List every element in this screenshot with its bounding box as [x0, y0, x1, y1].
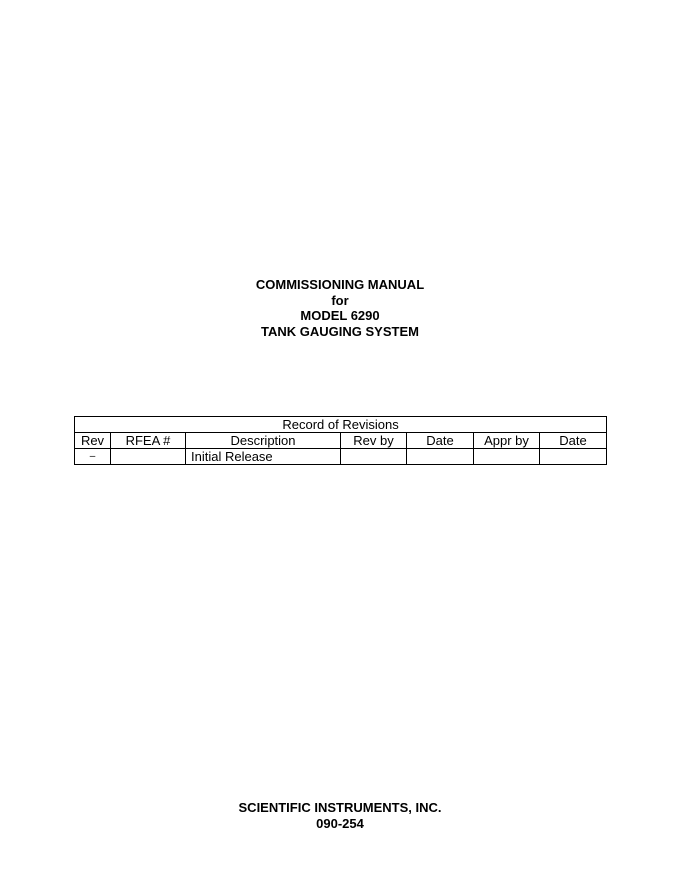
revisions-table [74, 416, 607, 465]
column-header-appr-date: Date [540, 433, 607, 449]
title-line-system: TANK GAUGING SYSTEM [261, 323, 419, 339]
company-name: SCIENTIFIC INSTRUMENTS, INC. [238, 800, 442, 815]
cell-rfea [111, 449, 186, 465]
cell-appr-date [540, 449, 607, 465]
cell-date [407, 449, 474, 465]
column-header-date: Date [407, 433, 474, 449]
revisions-table-caption: Record of Revisions [75, 417, 607, 433]
column-header-rev: Rev [75, 433, 111, 449]
title-line-for: for [331, 292, 349, 308]
column-header-description: Description [186, 433, 341, 449]
cell-appr-by [474, 449, 540, 465]
cell-rev-by [341, 449, 407, 465]
title-line-manual: COMMISSIONING MANUAL [255, 277, 425, 292]
document-title [0, 277, 680, 339]
cell-rev: – [75, 449, 111, 465]
column-header-rfea: RFEA # [111, 433, 186, 449]
column-header-appr-by: Appr by [474, 433, 540, 449]
cell-description: Initial Release [186, 449, 341, 465]
title-line-model: MODEL 6290 [300, 308, 380, 323]
document-footer [0, 800, 680, 832]
document-number: 090-254 [316, 816, 364, 831]
column-header-rev-by: Rev by [341, 433, 407, 449]
table-row [75, 449, 607, 465]
